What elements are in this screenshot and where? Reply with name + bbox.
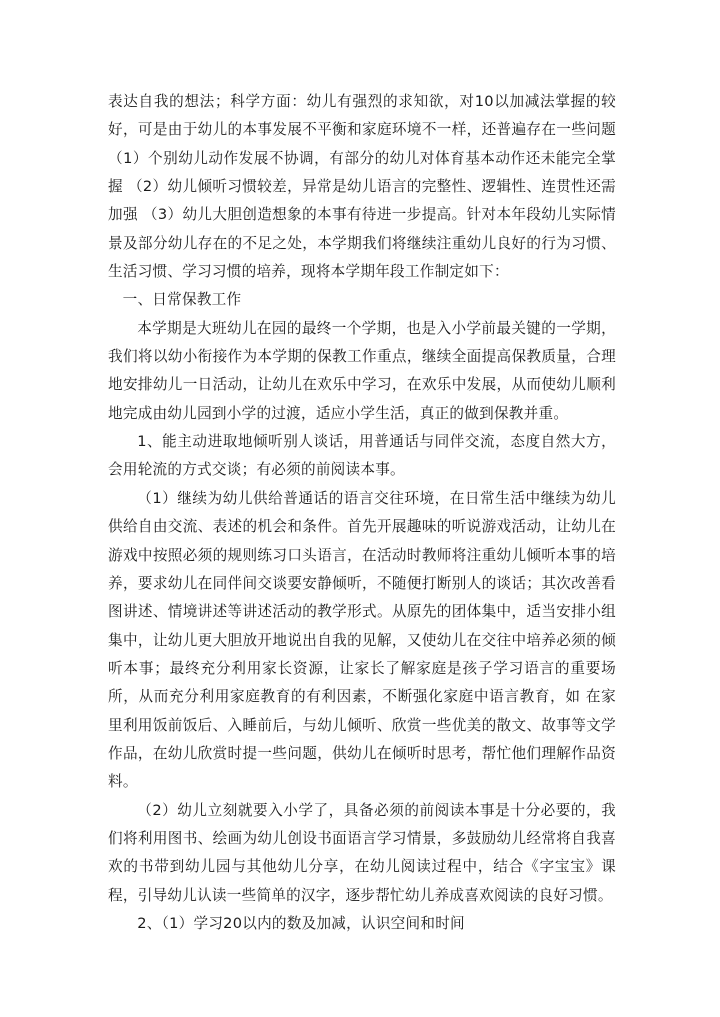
section-heading-daily-care: 一、日常保教工作 [122,291,242,309]
paragraph-goal-1-listening: 1、能主动进取地倾听别人谈话，用普通话与同伴交流，态度自然大方，会用轮流的方式交谈；有必须的前阅读本事。 [108,433,616,479]
paragraph-intro-continued: 表达自我的想法；科学方面：幼儿有强烈的求知欲，对10以加减法掌握的较好，可是由于幼儿的本事发展不平衡和家庭环境不一样，还普遍存在一些问题 （1）个别幼儿动作发展不协调，有部分的幼儿对体育基本动作还未能完全掌握 （2）幼儿倾听习惯较差，异常是幼儿语言的完整性、逻辑性、连贯性还需加强 （3）幼儿大胆创造想象的本事有待进一步提高。针对本年段幼儿实际情景及部分幼儿存在的不足之处，本学期我们将继续注重幼儿良好的行为习惯、生活习惯、学习习惯的培养，现将本学期年段工作制定如下： [108,93,616,281]
paragraph-goal-2-math: 2、（1）学习20以内的数及加减，认识空间和时间 [137,914,465,932]
paragraph-goal-1-item-2: （2）幼儿立刻就要入小学了，具备必须的前阅读本事是十分必要的，我们将利用图书、绘画为幼儿创设书面语言学习情景，多鼓励幼儿经常将自我喜欢的书带到幼儿园与其他幼儿分享，在幼儿阅读过程中，结合《字宝宝》课程，引导幼儿认读一些简单的汉字，逐步帮忙幼儿养成喜欢阅读的良好习惯。 [108,801,616,904]
paragraph-goal-1-item-1: （1）继续为幼儿供给普通话的语言交往环境，在日常生活中继续为幼儿供给自由交流、表述的机会和条件。首先开展趣味的听说游戏活动，让幼儿在游戏中按照必须的规则练习口头语言，在活动时教师将注重幼儿倾听本事的培养，要求幼儿在同伴间交谈要安静倾听，不随便打断别人的谈话；其次改善看图讲述、情境讲述等讲述活动的教学形式。从原先的团体集中，适当安排小组集中，让幼儿更大胆放开地说出自我的见解，又使幼儿在交往中培养必须的倾听本事；最终充分利用家长资源，让家长了解家庭是孩子学习语言的重要场所，从而充分利用家庭教育的有利因素，不断强化家庭中语言教育，如 在家里利用饭前饭后、入睡前后，与幼儿倾听、欣赏一些优美的散文、故事等文学作品，在幼儿欣赏时提一些问题，供幼儿在倾听时思考，帮忙他们理解作品资料。 [108,489,616,791]
paragraph-semester-overview: 本学期是大班幼儿在园的最终一个学期，也是入小学前最关键的一学期，我们将以幼小衔接作为本学期的保教工作重点，继续全面提高保教质量，合理地安排幼儿一日活动，让幼儿在欢乐中学习，在欢乐中发展，从而使幼儿顺利地完成由幼儿园到小学的过渡，适应小学生活，真正的做到保教并重。 [108,319,616,422]
document-body [108,88,616,938]
